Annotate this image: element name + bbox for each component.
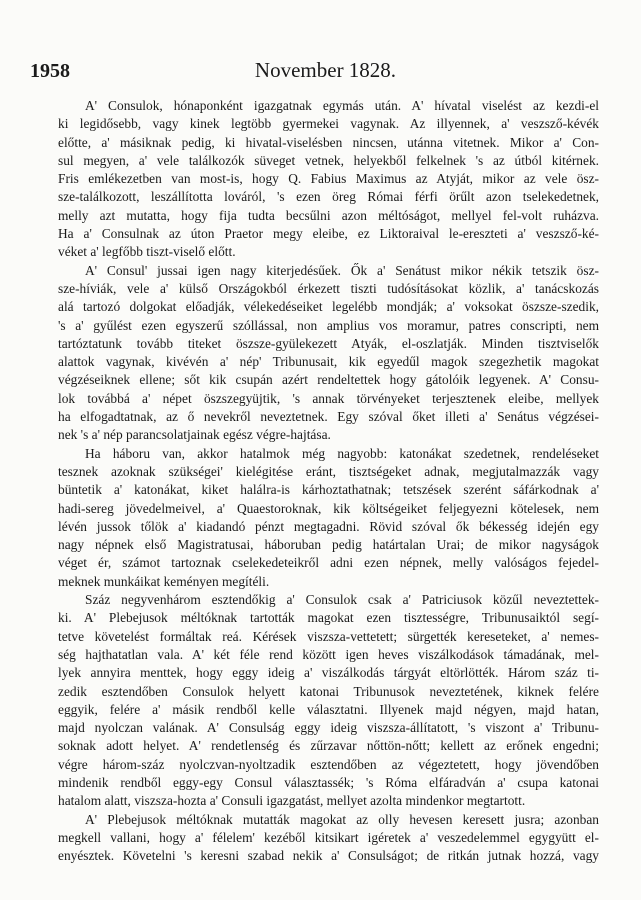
text-line: végzéseiknek ellene; sőt kik csupán azért rendeltettek hogy gátolóik legyenek. A' Consu- — [58, 372, 599, 388]
text-line: eggyik, felére a' másik rendből kelle választatni. Illyenek majd négyen, majd hatan, — [58, 701, 599, 717]
paragraph — [58, 445, 599, 591]
text-line: ség hajthatatlan vala. A' két féle rend között igen heves viszálkodások támadának, mel- — [58, 646, 599, 662]
text-line: sze-híviák, vele a' külső Országokból érkezett tiszti tudósításokat közlik, a' tanácskozás — [58, 280, 599, 296]
text-line: zedik esztendőben Consulok helyett katonai Tribunusok neveztetének, kiknek felére — [58, 683, 599, 699]
text-line: sze-találkozott, leszállította lováról, 's ezen öreg Római férfi örűlt azon tselekedetnek, — [58, 189, 599, 205]
text-line: lévén jussok tőlök a' kiadandó pénzt megtagadni. Rövid szóval ők békesség idején egy — [58, 518, 599, 534]
text-line: büntetik a' katonákat, kiket halálra-is kárhoztathatnak; tetszések szerént sáfárkodnak a' — [58, 482, 599, 498]
text-line: hadi-sereg jövedelmeivel, a' Quaestoroknak, kik költségeiket feljegyezni kötelesek, nem — [58, 500, 599, 516]
text-line: előtte, a' másiknak pedig, ki hivatal-viselésben nincsen, utánna vitetnek. Mikor a' Con- — [58, 134, 599, 150]
text-line: lyek annyira menttek, hogy eggy ideig a' viszálkodás tárgyát eltörlötték. Három száz ti- — [58, 665, 599, 681]
text-line: Fris emlékezetben van most-is, hogy Q. Fabius Maximus az Atyját, mikor az vele ösz- — [58, 171, 599, 187]
text-line: tartóztatunk tovább titeket öszsze-gyülekezett Atyák, el-oszlatják. Minden tisztviselők — [58, 335, 599, 351]
text-line: nagy népnek első Magistratusai, háboruban pedig határtalan Urai; de mikor nagyságok — [58, 537, 599, 553]
text-line: alá tartozó dolgokat előadják, vélekedéseiket legelébb mondják; a' voksokat öszsze-szedik, — [58, 299, 599, 315]
text-line: tetve követelést formáltak reá. Kérések viszsza-vettetett; sürgették kereseteket, a' nemes- — [58, 628, 599, 644]
text-line: A' Consulok, hónaponként igazgatnak egymás után. A' hívatal viselést az kezdi-el — [85, 98, 599, 113]
text-line: nek 's a' nép parancsolatjainak egész végre-hajtása. — [58, 427, 331, 443]
text-line: ki. A' Plebejusok méltóknak tartották magokat ezen tisztességre, Tribunusaiktól segí- — [58, 610, 599, 626]
text-line: ha elfogadtatnak, az ő nevekről neveztetnek. Egy szóval őket illeti a' Senátus végzései- — [58, 409, 599, 425]
text-line: meknek munkáikat keményen megítéli. — [58, 573, 270, 589]
text-line: mindenik rendből eggy-egy Consul választassék; 's Róma elfáradván a' csupa katonai — [58, 774, 599, 790]
paragraph — [58, 591, 599, 811]
text-line: végre három-száz nyolczvan-nyoltzadik esztendőben az végeztetett, hogy jövendőben — [58, 756, 599, 772]
paragraph — [58, 262, 599, 445]
text-line: alattok vagynak, kivévén a' nép' Tribunusait, kik egyedűl magok szegezhetik magokat — [58, 354, 599, 370]
text-line: hatalom alatt, viszsza-hozta a' Consuli igazgatást, mellyet azolta mindenkor megtartott. — [58, 793, 526, 809]
paragraph — [58, 97, 599, 262]
text-line: 's a' gyűlést ezen egyszerű szóllással, non amplius vos moramur, patres conscripti, nem — [58, 317, 599, 333]
text-line: melly azt mutatta, hogy fija tudta becsűlni azon méltóságot, mellyel fel-volt ruházva. — [58, 207, 599, 223]
paragraph — [58, 811, 599, 866]
text-line: véket a' legfőbb tiszt-viselő előtt. — [58, 244, 236, 260]
text-line: soknak adott helyet. A' rendetlenség és zűrzavar nőttön-nőtt; kellett az erőnek engedni; — [58, 738, 599, 754]
text-line: ki legidősebb, vagy kinek legtöbb gyermekei vagynak. Az illyennek, a' veszsző-kévék — [58, 116, 599, 132]
page-number: 1958 — [30, 60, 70, 82]
page-title: November 1828. — [254, 58, 397, 82]
text-line: A' Plebejusok méltóknak mutatták magokat az olly hevesen keresett jusra; azonban — [85, 811, 599, 827]
text-line: enyésztek. Követelni 's keresni szabad nekik a' Consulságot; de ritkán jutnak hozzá, vagy — [58, 848, 599, 864]
text-line: Száz negyvenhárom esztendőkig a' Consulok csak a' Patriciusok közűl neveztettek- — [85, 592, 599, 608]
text-line: tesznek azoknak szükségei' kielégitése eránt, tisztségeket adnak, megjutalmazzák vagy — [58, 463, 599, 479]
text-line: lok továbbá a' népet öszszegyüjtik, 's annak törvényeket terjesztenek eleibe, mellyek — [58, 390, 599, 406]
text-line: sul megyen, a' vele találkozók süveget vetnek, helyekből felkelnek 's az útból kitérnek. — [58, 152, 599, 168]
text-line: A' Consul' jussai igen nagy kiterjedésűek. Ők a' Senátust mikor nékik tetszik ösz- — [85, 262, 599, 278]
body-text — [58, 97, 599, 865]
text-line: majd nyolczan valának. A' Consulság eggy ideig viszsza-állítatott, 's viszont a' Tribunu- — [58, 720, 599, 736]
text-line: megkell vallani, hogy a' félelem' kezéből kitsikart igéretek a' veszedelemmel egygyütt el- — [58, 829, 599, 845]
text-line: véget ér, számot tartoznak cselekedeteikről adni ezen népnek, melly valóságos fejedel- — [58, 555, 599, 571]
text-line: Ha háboru van, akkor hatalmok még nagyobb: katonákat szedetnek, rendeléseket — [85, 445, 599, 461]
text-line: Ha a' Consulnak az úton Praetor megy eleibe, ez Liktoraival le-ereszteti a' veszsző-ké- — [58, 226, 599, 242]
